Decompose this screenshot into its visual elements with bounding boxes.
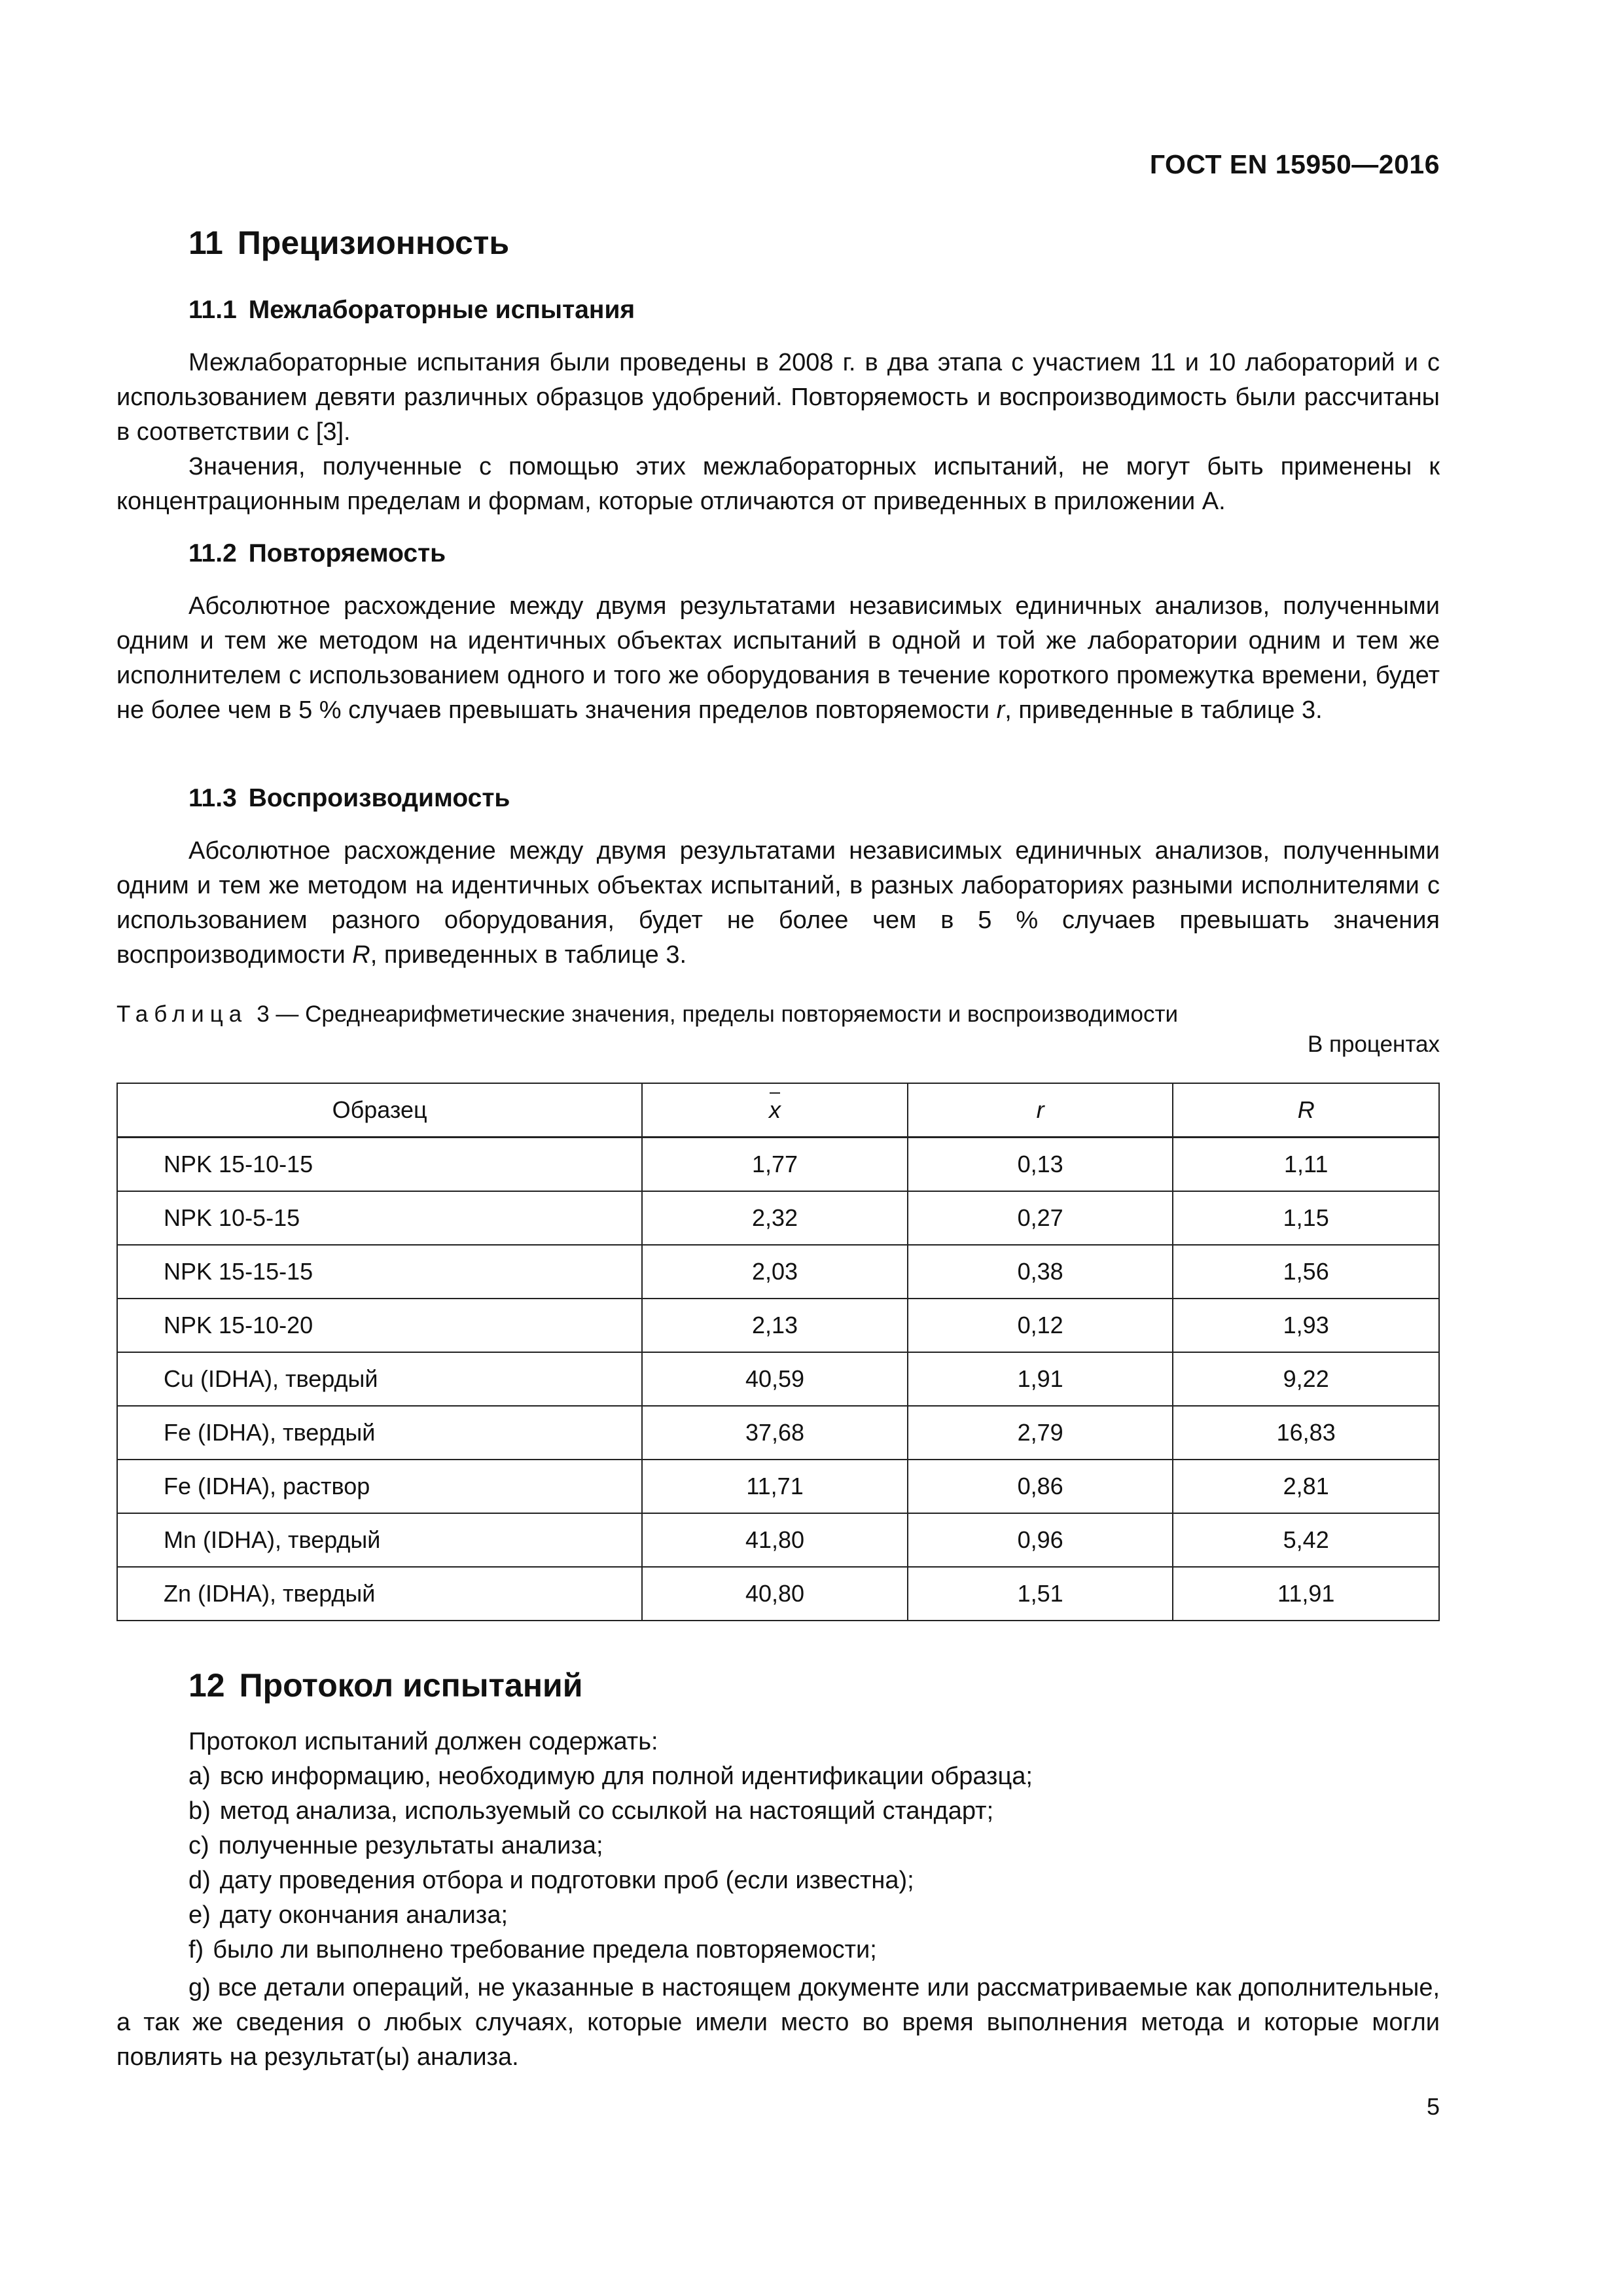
table-row xyxy=(117,1299,1439,1352)
cell-reproducibility: 9,22 xyxy=(1173,1352,1439,1406)
list-marker: c) xyxy=(188,1832,209,1859)
cell-reproducibility: 16,83 xyxy=(1173,1406,1439,1460)
section-title: Протокол испытаний xyxy=(239,1667,583,1704)
table-row xyxy=(117,1567,1439,1621)
list-item xyxy=(188,1867,914,1895)
cell-mean: 2,32 xyxy=(642,1191,908,1245)
paragraph-11-3 xyxy=(116,834,1440,973)
list-text: было ли выполнено требование предела повторяемости; xyxy=(213,1936,877,1964)
precision-table xyxy=(116,1083,1440,1621)
cell-sample: NPK 10-5-15 xyxy=(117,1191,642,1245)
cell-sample: Zn (IDHA), твердый xyxy=(117,1567,642,1621)
repeatability-symbol: r xyxy=(1036,1096,1044,1123)
protocol-intro: Протокол испытаний должен содержать: xyxy=(188,1728,658,1755)
list-item xyxy=(116,1971,1440,2075)
list-item xyxy=(188,1936,877,1964)
table-label: Таблица xyxy=(116,1001,248,1027)
cell-mean: 2,13 xyxy=(642,1299,908,1352)
cell-repeatability: 0,86 xyxy=(908,1460,1173,1513)
paragraph-11-1-a: Межлабораторные испытания были проведены в 2008 г. в два этапа с участием 11 и 10 лабораторий и с использованием девяти различных образцов удобрений. Повторяемость и воспроизводимость были рассчитаны в соответствии с [3]. xyxy=(116,349,1440,446)
header-reproducibility xyxy=(1173,1083,1439,1138)
list-text: полученные результаты анализа; xyxy=(218,1832,603,1859)
cell-sample: Fe (IDHA), раствор xyxy=(117,1460,642,1513)
list-item xyxy=(188,1763,1033,1791)
cell-mean: 40,80 xyxy=(642,1567,908,1621)
header-mean xyxy=(642,1083,908,1138)
subsection-title: Воспроизводимость xyxy=(248,784,510,812)
subsection-11-3-heading xyxy=(188,784,510,813)
reproducibility-symbol: R xyxy=(1297,1096,1315,1123)
list-text: всю информацию, необходимую для полной идентификации образца; xyxy=(219,1763,1033,1790)
list-marker: a) xyxy=(188,1763,211,1790)
paragraph-11-2 xyxy=(116,589,1440,728)
cell-reproducibility: 1,56 xyxy=(1173,1245,1439,1299)
table-row xyxy=(117,1513,1439,1567)
section-number: 11 xyxy=(188,224,223,261)
cell-repeatability: 1,91 xyxy=(908,1352,1173,1406)
subsection-number: 11.1 xyxy=(188,296,237,324)
symbol-R: R xyxy=(352,941,370,969)
cell-mean: 1,77 xyxy=(642,1138,908,1192)
list-item xyxy=(188,1797,993,1825)
cell-mean: 40,59 xyxy=(642,1352,908,1406)
cell-sample: NPK 15-10-20 xyxy=(117,1299,642,1352)
cell-repeatability: 0,96 xyxy=(908,1513,1173,1567)
table-caption xyxy=(116,1001,1178,1028)
list-marker: d) xyxy=(188,1867,211,1894)
cell-repeatability: 0,13 xyxy=(908,1138,1173,1192)
table-row xyxy=(117,1352,1439,1406)
section-11-heading xyxy=(188,224,509,262)
table-row xyxy=(117,1191,1439,1245)
list-marker: b) xyxy=(188,1797,211,1825)
cell-sample: NPK 15-15-15 xyxy=(117,1245,642,1299)
header-repeatability xyxy=(908,1083,1173,1138)
cell-mean: 37,68 xyxy=(642,1406,908,1460)
table-row xyxy=(117,1460,1439,1513)
table-row xyxy=(117,1138,1439,1192)
symbol-r: r xyxy=(996,696,1005,724)
cell-reproducibility: 11,91 xyxy=(1173,1567,1439,1621)
cell-repeatability: 0,12 xyxy=(908,1299,1173,1352)
subsection-11-1-heading xyxy=(188,296,635,325)
section-title: Прецизионность xyxy=(237,224,510,261)
mean-symbol: x xyxy=(769,1096,781,1123)
table-header-row xyxy=(117,1083,1439,1138)
list-marker: f) xyxy=(188,1936,204,1964)
subsection-title: Межлабораторные испытания xyxy=(248,296,635,324)
table-row xyxy=(117,1245,1439,1299)
list-item xyxy=(188,1901,508,1929)
cell-sample: Fe (IDHA), твердый xyxy=(117,1406,642,1460)
paragraph-11-1-b: Значения, полученные с помощью этих межлабораторных испытаний, не могут быть применены к концентрационным пределам и формам, которые отличаются от приведенных в приложении А. xyxy=(116,453,1440,515)
table-units: В процентах xyxy=(1307,1031,1440,1057)
cell-reproducibility: 1,15 xyxy=(1173,1191,1439,1245)
list-text: дату проведения отбора и подготовки проб (если известна); xyxy=(219,1867,914,1894)
cell-repeatability: 0,27 xyxy=(908,1191,1173,1245)
cell-sample: Cu (IDHA), твердый xyxy=(117,1352,642,1406)
paragraph-text: Абсолютное расхождение между двумя результатами независимых единичных анализов, полученными одним и тем же методом на идентичных объектах испытаний, в разных лабораториях разными исполнителями с использованием разного оборудования, будет не более чем в 5 % случаев превышать значения воспроизводимости xyxy=(116,837,1440,969)
table-row xyxy=(117,1406,1439,1460)
section-number: 12 xyxy=(188,1667,225,1704)
document-code: ГОСТ EN 15950—2016 xyxy=(1149,149,1440,179)
paragraph-text: , приведенные в таблице 3. xyxy=(1005,696,1323,724)
list-item xyxy=(188,1832,603,1860)
subsection-number: 11.3 xyxy=(188,784,237,812)
subsection-11-2-heading xyxy=(188,539,446,568)
cell-sample: Mn (IDHA), твердый xyxy=(117,1513,642,1567)
paragraph-text: , приведенных в таблице 3. xyxy=(370,941,687,969)
cell-reproducibility: 5,42 xyxy=(1173,1513,1439,1567)
cell-reproducibility: 2,81 xyxy=(1173,1460,1439,1513)
list-text: все детали операций, не указанные в настоящем документе или рассматриваемые как дополнительные, а так же сведения о любых случаях, которые имели место во время выполнения метода и которые могли повлиять на результат(ы) анализа. xyxy=(116,1974,1440,2071)
header-sample: Образец xyxy=(117,1083,642,1138)
cell-repeatability: 0,38 xyxy=(908,1245,1173,1299)
subsection-title: Повторяемость xyxy=(248,539,446,567)
cell-reproducibility: 1,93 xyxy=(1173,1299,1439,1352)
cell-mean: 2,03 xyxy=(642,1245,908,1299)
cell-repeatability: 1,51 xyxy=(908,1567,1173,1621)
page-number: 5 xyxy=(1426,2093,1440,2120)
list-marker: g) xyxy=(188,1974,211,2001)
list-text: дату окончания анализа; xyxy=(219,1901,508,1929)
cell-reproducibility: 1,11 xyxy=(1173,1138,1439,1192)
table-caption-text: 3 — Среднеарифметические значения, пределы повторяемости и воспроизводимости xyxy=(257,1001,1179,1027)
cell-repeatability: 2,79 xyxy=(908,1406,1173,1460)
list-marker: e) xyxy=(188,1901,211,1929)
subsection-number: 11.2 xyxy=(188,539,237,567)
paragraph-text: Абсолютное расхождение между двумя результатами независимых единичных анализов, полученными одним и тем же методом на идентичных объектах испытаний в одной и той же лаборатории одним и тем же исполнителем с использованием одного и того же оборудования в течение короткого промежутка времени, будет не более чем в 5 % случаев превышать значения пределов повторяемости xyxy=(116,592,1440,724)
cell-mean: 11,71 xyxy=(642,1460,908,1513)
cell-sample: NPK 15-10-15 xyxy=(117,1138,642,1192)
list-text: метод анализа, используемый со ссылкой на настоящий стандарт; xyxy=(219,1797,994,1825)
section-12-heading xyxy=(188,1666,583,1704)
cell-mean: 41,80 xyxy=(642,1513,908,1567)
